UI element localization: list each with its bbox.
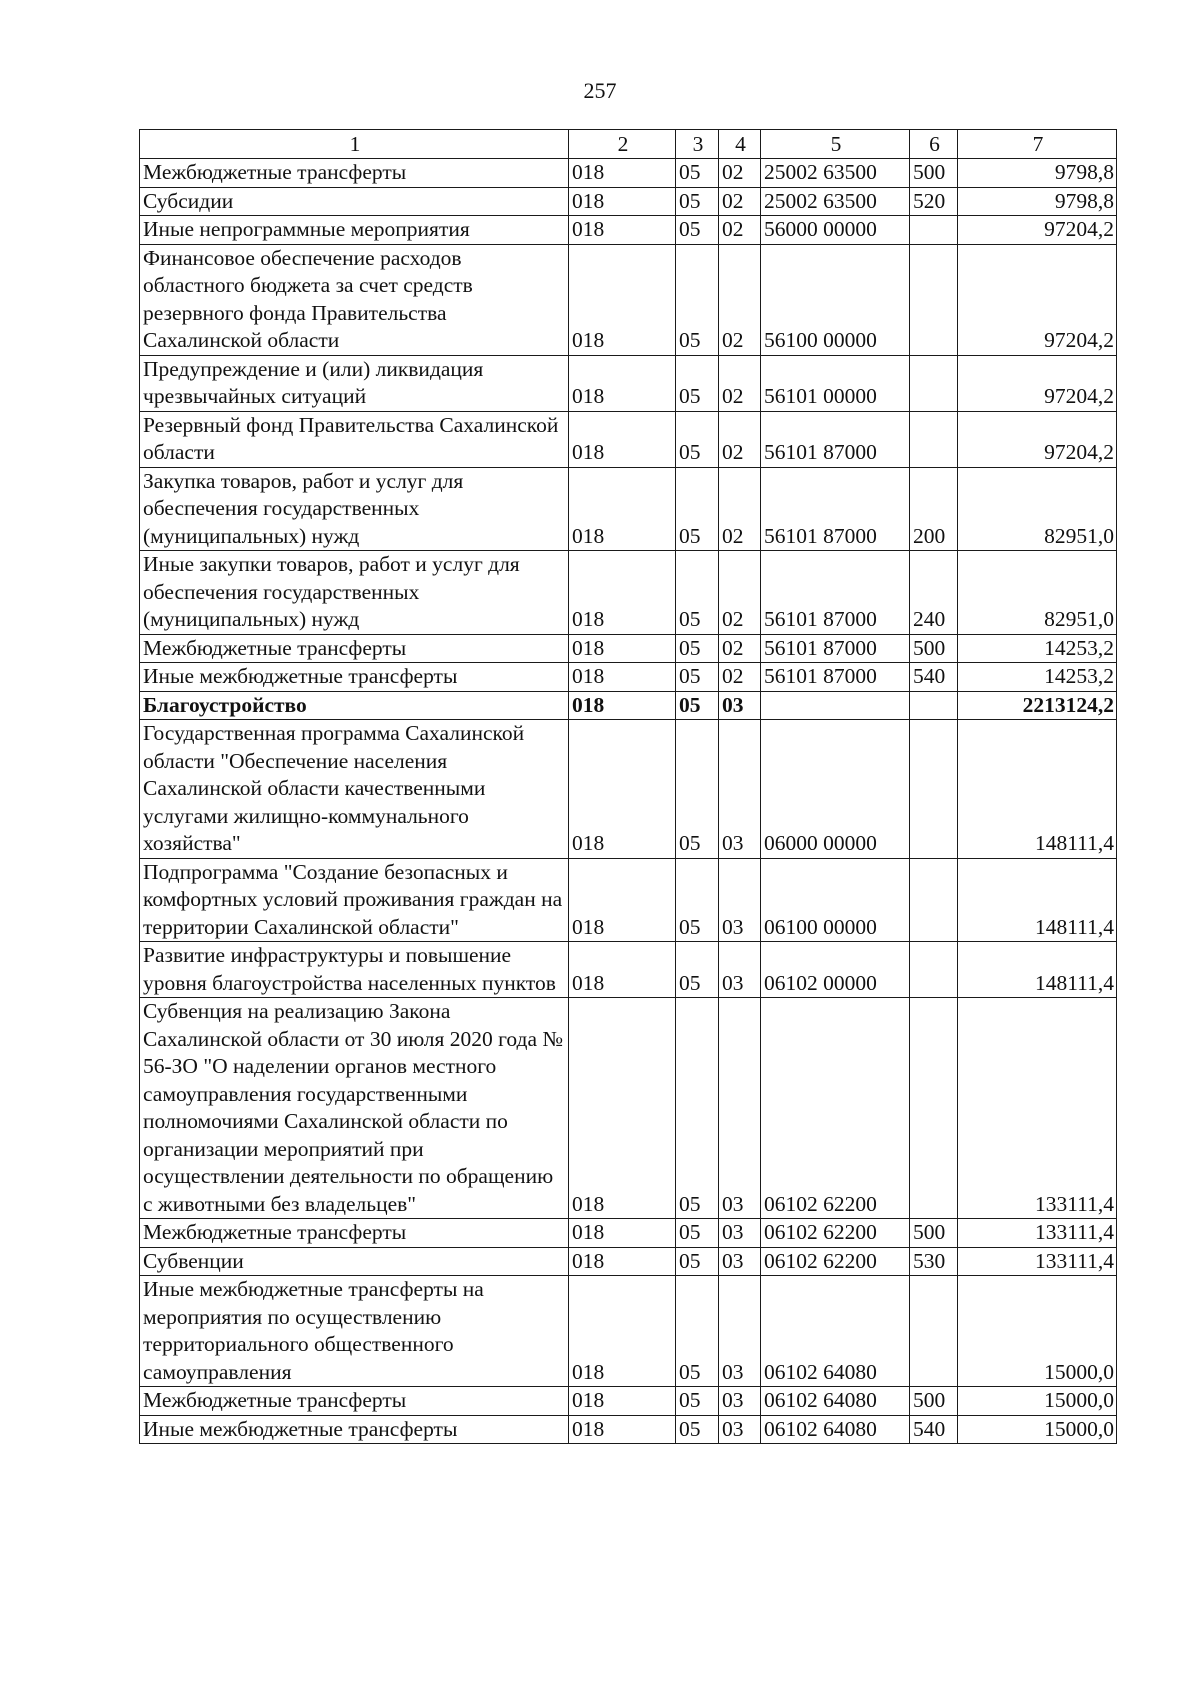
code-expense-type	[910, 720, 958, 859]
code-admin: 018	[569, 858, 676, 942]
code-subsection: 02	[719, 216, 761, 245]
row-name: Межбюджетные трансферты	[140, 1387, 569, 1416]
code-section: 05	[676, 1219, 719, 1248]
code-subsection: 03	[719, 1276, 761, 1387]
code-expense-type: 540	[910, 663, 958, 692]
table-row	[140, 720, 1117, 859]
code-section: 05	[676, 998, 719, 1219]
table-row	[140, 411, 1117, 467]
code-expense-type	[910, 998, 958, 1219]
code-subsection: 02	[719, 467, 761, 551]
code-target-article: 56101 87000	[761, 551, 910, 635]
code-target-article: 56101 00000	[761, 355, 910, 411]
code-target-article: 56101 87000	[761, 663, 910, 692]
column-number: 1	[140, 130, 569, 159]
table-row	[140, 998, 1117, 1219]
row-amount: 148111,4	[958, 720, 1117, 859]
code-target-article: 06000 00000	[761, 720, 910, 859]
code-target-article: 06102 64080	[761, 1387, 910, 1416]
row-name: Иные межбюджетные трансферты на мероприятия по осуществлению территориального общественного самоуправления	[140, 1276, 569, 1387]
row-name: Субсидии	[140, 187, 569, 216]
row-amount: 148111,4	[958, 942, 1117, 998]
column-number: 7	[958, 130, 1117, 159]
code-target-article: 56000 00000	[761, 216, 910, 245]
row-amount: 15000,0	[958, 1276, 1117, 1387]
budget-table	[139, 129, 1117, 1444]
row-name: Предупреждение и (или) ликвидация чрезвычайных ситуаций	[140, 355, 569, 411]
page-number: 257	[583, 78, 617, 103]
code-admin: 018	[569, 467, 676, 551]
code-target-article: 25002 63500	[761, 159, 910, 188]
row-name: Иные межбюджетные трансферты	[140, 1415, 569, 1444]
code-target-article: 56101 87000	[761, 467, 910, 551]
code-admin: 018	[569, 244, 676, 355]
code-admin: 018	[569, 551, 676, 635]
code-subsection: 02	[719, 187, 761, 216]
code-section: 05	[676, 1415, 719, 1444]
table-row	[140, 467, 1117, 551]
code-expense-type: 500	[910, 634, 958, 663]
column-number: 4	[719, 130, 761, 159]
code-expense-type: 200	[910, 467, 958, 551]
table-row	[140, 634, 1117, 663]
table-row	[140, 355, 1117, 411]
row-name: Иные закупки товаров, работ и услуг для обеспечения государственных (муниципальных) нужд	[140, 551, 569, 635]
code-target-article: 56100 00000	[761, 244, 910, 355]
code-admin: 018	[569, 998, 676, 1219]
row-amount: 148111,4	[958, 858, 1117, 942]
code-subsection: 03	[719, 720, 761, 859]
row-amount: 133111,4	[958, 1247, 1117, 1276]
code-expense-type: 500	[910, 159, 958, 188]
code-target-article: 06102 62200	[761, 1219, 910, 1248]
row-name: Финансовое обеспечение расходов областного бюджета за счет средств резервного фонда Правительства Сахалинской области	[140, 244, 569, 355]
code-subsection: 03	[719, 1415, 761, 1444]
code-admin: 018	[569, 942, 676, 998]
row-name: Субвенции	[140, 1247, 569, 1276]
code-target-article: 06102 64080	[761, 1276, 910, 1387]
code-admin: 018	[569, 663, 676, 692]
table-row	[140, 216, 1117, 245]
code-section: 05	[676, 551, 719, 635]
code-admin: 018	[569, 634, 676, 663]
code-expense-type	[910, 355, 958, 411]
code-subsection: 03	[719, 1247, 761, 1276]
row-amount: 9798,8	[958, 187, 1117, 216]
row-amount: 97204,2	[958, 216, 1117, 245]
code-section: 05	[676, 634, 719, 663]
column-number-row	[140, 130, 1117, 159]
code-expense-type: 500	[910, 1387, 958, 1416]
code-section: 05	[676, 411, 719, 467]
row-amount: 14253,2	[958, 634, 1117, 663]
code-admin: 018	[569, 1415, 676, 1444]
code-expense-type	[910, 411, 958, 467]
code-expense-type: 500	[910, 1219, 958, 1248]
code-target-article: 06102 62200	[761, 998, 910, 1219]
row-name: Межбюджетные трансферты	[140, 159, 569, 188]
column-number: 2	[569, 130, 676, 159]
code-expense-type: 240	[910, 551, 958, 635]
table-row	[140, 159, 1117, 188]
code-subsection: 03	[719, 1387, 761, 1416]
code-subsection: 02	[719, 663, 761, 692]
column-number: 5	[761, 130, 910, 159]
row-name: Подпрограмма "Создание безопасных и комфортных условий проживания граждан на территории Сахалинской области"	[140, 858, 569, 942]
code-target-article	[761, 691, 910, 720]
table-row	[140, 942, 1117, 998]
code-expense-type	[910, 244, 958, 355]
table-row	[140, 691, 1117, 720]
code-section: 05	[676, 216, 719, 245]
code-admin: 018	[569, 355, 676, 411]
code-target-article: 06102 64080	[761, 1415, 910, 1444]
code-subsection: 03	[719, 1219, 761, 1248]
code-expense-type	[910, 858, 958, 942]
code-subsection: 03	[719, 858, 761, 942]
code-section: 05	[676, 187, 719, 216]
row-amount: 14253,2	[958, 663, 1117, 692]
code-section: 05	[676, 355, 719, 411]
code-admin: 018	[569, 1387, 676, 1416]
code-subsection: 02	[719, 411, 761, 467]
row-amount: 97204,2	[958, 411, 1117, 467]
code-target-article: 25002 63500	[761, 187, 910, 216]
code-target-article: 56101 87000	[761, 411, 910, 467]
table-row	[140, 1415, 1117, 1444]
code-expense-type	[910, 691, 958, 720]
row-name: Благоустройство	[140, 691, 569, 720]
row-name: Иные межбюджетные трансферты	[140, 663, 569, 692]
code-target-article: 06100 00000	[761, 858, 910, 942]
row-name: Резервный фонд Правительства Сахалинской области	[140, 411, 569, 467]
code-admin: 018	[569, 216, 676, 245]
row-name: Межбюджетные трансферты	[140, 634, 569, 663]
row-amount: 97204,2	[958, 355, 1117, 411]
code-subsection: 02	[719, 634, 761, 663]
table-row	[140, 1387, 1117, 1416]
code-section: 05	[676, 1276, 719, 1387]
row-name: Закупка товаров, работ и услуг для обеспечения государственных (муниципальных) нужд	[140, 467, 569, 551]
code-subsection: 03	[719, 942, 761, 998]
row-name: Субвенция на реализацию Закона Сахалинской области от 30 июля 2020 года № 56-ЗО "О наделении органов местного самоуправления государственными полномочиями Сахалинской области по организации мероприятий при осуществлении деятельности по обращению с животными без владельцев"	[140, 998, 569, 1219]
row-name: Межбюджетные трансферты	[140, 1219, 569, 1248]
code-section: 05	[676, 663, 719, 692]
code-subsection: 02	[719, 551, 761, 635]
code-section: 05	[676, 159, 719, 188]
code-admin: 018	[569, 411, 676, 467]
code-admin: 018	[569, 159, 676, 188]
row-amount: 15000,0	[958, 1387, 1117, 1416]
code-section: 05	[676, 467, 719, 551]
code-expense-type	[910, 942, 958, 998]
row-name: Государственная программа Сахалинской области "Обеспечение населения Сахалинской области качественными услугами жилищно-коммунального хозяйства"	[140, 720, 569, 859]
row-amount: 2213124,2	[958, 691, 1117, 720]
code-subsection: 02	[719, 355, 761, 411]
row-amount: 82951,0	[958, 467, 1117, 551]
table-row	[140, 1276, 1117, 1387]
row-amount: 97204,2	[958, 244, 1117, 355]
code-section: 05	[676, 244, 719, 355]
table-row	[140, 551, 1117, 635]
code-admin: 018	[569, 1276, 676, 1387]
column-number: 3	[676, 130, 719, 159]
row-name: Развитие инфраструктуры и повышение уровня благоустройства населенных пунктов	[140, 942, 569, 998]
code-target-article: 06102 62200	[761, 1247, 910, 1276]
column-number: 6	[910, 130, 958, 159]
code-section: 05	[676, 1387, 719, 1416]
table-row	[140, 858, 1117, 942]
code-section: 05	[676, 691, 719, 720]
code-subsection: 03	[719, 998, 761, 1219]
code-section: 05	[676, 1247, 719, 1276]
code-subsection: 02	[719, 244, 761, 355]
code-expense-type	[910, 1276, 958, 1387]
code-expense-type: 540	[910, 1415, 958, 1444]
code-subsection: 03	[719, 691, 761, 720]
code-expense-type: 520	[910, 187, 958, 216]
table-row	[140, 1247, 1117, 1276]
code-admin: 018	[569, 1219, 676, 1248]
row-amount: 133111,4	[958, 1219, 1117, 1248]
table-row	[140, 1219, 1117, 1248]
row-amount: 82951,0	[958, 551, 1117, 635]
code-admin: 018	[569, 187, 676, 216]
code-admin: 018	[569, 691, 676, 720]
code-admin: 018	[569, 1247, 676, 1276]
row-name: Иные непрограммные мероприятия	[140, 216, 569, 245]
code-section: 05	[676, 942, 719, 998]
code-subsection: 02	[719, 159, 761, 188]
row-amount: 133111,4	[958, 998, 1117, 1219]
row-amount: 9798,8	[958, 159, 1117, 188]
code-expense-type: 530	[910, 1247, 958, 1276]
code-section: 05	[676, 858, 719, 942]
table-row	[140, 663, 1117, 692]
code-target-article: 56101 87000	[761, 634, 910, 663]
code-target-article: 06102 00000	[761, 942, 910, 998]
code-section: 05	[676, 720, 719, 859]
table-row	[140, 187, 1117, 216]
code-expense-type	[910, 216, 958, 245]
row-amount: 15000,0	[958, 1415, 1117, 1444]
table-row	[140, 244, 1117, 355]
code-admin: 018	[569, 720, 676, 859]
